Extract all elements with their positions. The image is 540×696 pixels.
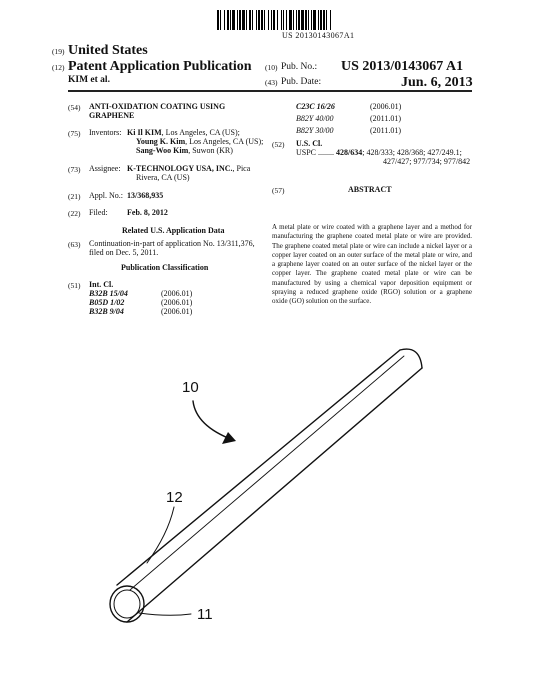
assignee-line-2: Rivera, CA (US) bbox=[136, 173, 190, 182]
appl-code: (21) bbox=[68, 192, 81, 201]
int-cl-year-2: (2006.01) bbox=[161, 298, 193, 307]
ref-label-12: 12 bbox=[166, 489, 183, 506]
int-cl-class-2: B05D 1/02 bbox=[89, 298, 125, 307]
publication-type: Patent Application Publication bbox=[68, 59, 252, 74]
pub-date-value: Jun. 6, 2013 bbox=[401, 75, 473, 90]
int-cl-class-1: B32B 15/04 bbox=[89, 289, 128, 298]
country-code: (19) bbox=[52, 47, 65, 56]
ref-label-11: 11 bbox=[197, 606, 213, 623]
country: United States bbox=[68, 43, 148, 58]
rod-far-end bbox=[400, 349, 422, 368]
int-cl-class-3: B32B 9/04 bbox=[89, 307, 124, 316]
leader-11 bbox=[139, 613, 191, 615]
appl-label: Appl. No.: bbox=[89, 191, 123, 200]
coating-line bbox=[130, 356, 404, 590]
uspc-dots: ........ bbox=[318, 148, 335, 157]
filed-label: Filed: bbox=[89, 208, 108, 217]
related-heading: Related U.S. Application Data bbox=[122, 226, 225, 235]
uspc-rest-1: ; 428/333; 428/368; 427/249.1; bbox=[362, 148, 462, 157]
assignee-label: Assignee: bbox=[89, 164, 121, 173]
appl-number: 13/368,935 bbox=[127, 191, 164, 200]
inventors-label: Inventors: bbox=[89, 128, 122, 137]
leader-12 bbox=[147, 507, 174, 563]
abstract-code: (57) bbox=[272, 186, 285, 195]
pub-no-code: (10) bbox=[265, 63, 278, 72]
abstract-text: A metal plate or wire coated with a graphene layer and a method for manufacturing the graphene coated metal plate or wire are provided. The graphene coated metal plate or wire can include a nickel layer or a copper layer coated on an outer surface of the metal plate or wire, and a graphene layer coated on an outer surface of the nickel layer or the copper layer. The graphene coated metal plate or wire can be manufactured by using a chemical vapor deposition equipment or spraying a reduced graphene oxide (RGO) solution or a graphene oxide (GO) solution on the surface. bbox=[272, 223, 472, 306]
us-cl-label: U.S. Cl. bbox=[296, 139, 323, 148]
title-line-2: GRAPHENE bbox=[89, 111, 135, 120]
int-cl-cont-year-1: (2006.01) bbox=[370, 102, 402, 111]
rod-end-inner bbox=[114, 590, 140, 618]
inventor-2-location: , Los Angeles, CA (US); bbox=[185, 137, 264, 146]
pub-no-value: US 2013/0143067 A1 bbox=[341, 59, 464, 74]
filed-code: (22) bbox=[68, 209, 81, 218]
assignee-location: , Pica bbox=[232, 164, 251, 173]
inventors-code: (75) bbox=[68, 129, 81, 138]
abstract-heading: ABSTRACT bbox=[348, 185, 392, 194]
assignee-name: K-TECHNOLOGY USA, INC. bbox=[127, 164, 233, 173]
continuation-code: (63) bbox=[68, 240, 81, 249]
int-cl-year-1: (2006.01) bbox=[161, 289, 193, 298]
barcode-number: US 20130143067A1 bbox=[282, 31, 355, 40]
int-cl-cont-year-2: (2011.01) bbox=[370, 114, 402, 123]
title-code: (54) bbox=[68, 103, 81, 112]
inventor-3-name: Sang-Woo Kim bbox=[136, 146, 189, 155]
continuation-line-1: Continuation-in-part of application No. 13/311,376, bbox=[89, 239, 255, 248]
arrow-10-head bbox=[222, 432, 236, 444]
inventor-1-name: Ki Il KIM bbox=[127, 128, 162, 137]
uspc-label: USPC bbox=[296, 148, 317, 157]
int-cl-cont-year-3: (2011.01) bbox=[370, 126, 402, 135]
rod-end-outer bbox=[110, 586, 144, 622]
uspc-main: 428/634 bbox=[336, 148, 363, 157]
pub-date-label: Pub. Date: bbox=[281, 77, 322, 87]
int-cl-year-3: (2006.01) bbox=[161, 307, 193, 316]
inventor-3-location: , Suwon (KR) bbox=[188, 146, 233, 155]
inventor-1-location: , Los Angeles, CA (US); bbox=[161, 128, 240, 137]
int-cl-cont-class-2: B82Y 40/00 bbox=[296, 114, 334, 123]
continuation-line-2: filed on Dec. 5, 2011. bbox=[89, 248, 159, 257]
applicant-short: KIM et al. bbox=[68, 75, 110, 85]
ref-label-10: 10 bbox=[182, 379, 199, 396]
pub-class-heading: Publication Classification bbox=[121, 263, 209, 272]
pub-no-label: Pub. No.: bbox=[281, 62, 318, 72]
assignee-code: (73) bbox=[68, 165, 81, 174]
us-cl-code: (52) bbox=[272, 140, 285, 149]
us-cl-line-2: 427/427; 977/734; 977/842 bbox=[383, 157, 471, 166]
int-cl-cont-class-3: B82Y 30/00 bbox=[296, 126, 334, 135]
rod-upper-edge bbox=[117, 350, 400, 585]
title-line-1: ANTI-OXIDATION COATING USING bbox=[89, 102, 226, 111]
filed-date: Feb. 8, 2012 bbox=[127, 208, 168, 217]
inventor-2-name: Young K. Kim bbox=[136, 137, 186, 146]
type-code: (12) bbox=[52, 63, 65, 72]
pub-date-code: (43) bbox=[265, 78, 278, 87]
int-cl-label: Int. Cl. bbox=[89, 280, 114, 289]
int-cl-code: (51) bbox=[68, 281, 81, 290]
int-cl-cont-class-1: C23C 16/26 bbox=[296, 102, 335, 111]
